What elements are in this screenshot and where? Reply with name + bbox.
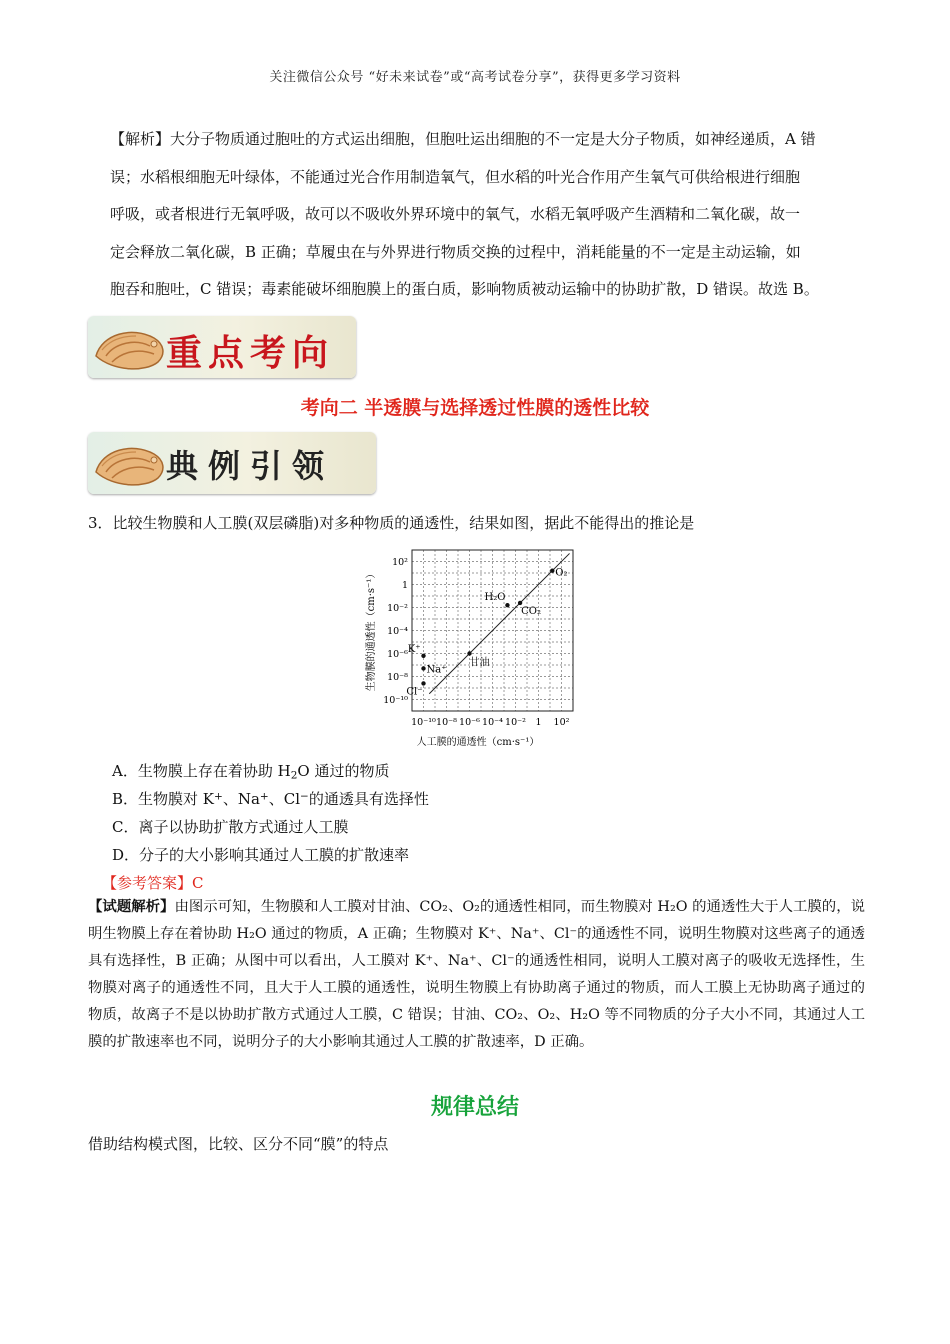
chart-y-label: 生物膜的通透性（cm·s⁻¹） <box>366 568 377 692</box>
banner-examples-title: 典例引领 <box>166 447 335 485</box>
y-tick-label: 10⁻⁶ <box>387 649 408 660</box>
chart-point-label: O₂ <box>555 567 568 579</box>
chart-point <box>421 654 425 658</box>
chart-diagonal-line <box>426 553 569 693</box>
option-c: C．离子以协助扩散方式通过人工膜 <box>112 818 349 836</box>
chart-y-ticks <box>383 557 408 706</box>
x-tick-label: 1 <box>535 717 542 728</box>
x-tick-label: 10⁻⁸ <box>436 717 457 728</box>
chart-point-label: Na⁺ <box>426 664 447 676</box>
explanation-paragraph <box>88 893 865 1056</box>
conch-shell-icon <box>92 436 170 492</box>
analysis-line-4: 定会释放二氧化碳，B 正确；草履虫在与外界进行物质交换的过程中，消耗能量的不一定是主动运输，如 <box>110 242 801 261</box>
explanation-tag: 【试题解析】 <box>88 898 175 915</box>
y-tick-label: 10⁻¹⁰ <box>383 695 408 706</box>
answer-label: 【参考答案】 <box>102 874 193 892</box>
chart-point <box>467 651 471 655</box>
x-tick-label: 10⁻² <box>505 717 526 728</box>
analysis-paragraph <box>110 121 865 309</box>
banner-examples <box>88 432 376 494</box>
chart-point-label: K⁺ <box>407 643 421 655</box>
analysis-line-3: 呼吸，或者根进行无氧呼吸，故可以不吸收外界环境中的氧气，水稻无氧呼吸产生酒精和二氧化碳，故一 <box>110 205 801 223</box>
analysis-tag: 【解析】 <box>110 130 171 148</box>
chart-point-label: H₂O <box>484 592 506 604</box>
y-tick-label: 10⁻⁸ <box>387 672 408 683</box>
y-tick-label: 1 <box>401 580 408 591</box>
chart-points <box>406 568 567 698</box>
answer-value: C <box>192 874 204 892</box>
chart-x-label: 人工膜的通透性（cm·s⁻¹） <box>416 737 540 748</box>
banner-key-topics <box>88 316 356 378</box>
section-title: 考向二 半透膜与选择透过性膜的透性比较 <box>300 397 650 419</box>
analysis-line-2: 误；水稻根细胞无叶绿体，不能通过光合作用制造氧气，但水稻的叶光合作用产生氧气可供给根进行细胞 <box>110 167 801 186</box>
x-tick-label: 10⁻⁴ <box>482 717 503 728</box>
x-tick-label: 10² <box>553 717 570 728</box>
chart-point <box>421 681 425 685</box>
question-text: 比较生物膜和人工膜(双层磷脂)对多种物质的通透性，结果如图，据此不能得出的推论是 <box>112 514 695 532</box>
summary-text: 借助结构模式图，比较、区分不同“膜”的特点 <box>88 1135 389 1153</box>
question-number: 3． <box>88 514 113 532</box>
chart-point-label: 甘油 <box>469 657 490 669</box>
analysis-line-1: 【解析】大分子物质通过胞吐的方式运出细胞，但胞吐运出细胞的不一定是大分子物质，如神经递质，A 错 <box>110 130 816 148</box>
banner-key-topics-title: 重点考向 <box>166 333 335 374</box>
x-tick-label: 10⁻⁶ <box>459 717 480 728</box>
y-tick-label: 10⁻⁴ <box>387 626 408 637</box>
conch-shell-icon <box>92 320 170 376</box>
option-a: A．生物膜上存在着协助 $H_2O$ 通过的物质 <box>112 762 390 782</box>
option-b: B．生物膜对 K+、Na+、Cl−的通透具有选择性 <box>112 790 429 808</box>
chart-point-label: Cl⁻ <box>406 686 423 698</box>
explanation-text: 由图示可知，生物膜和人工膜对甘油、CO₂、O₂的通透性相同，而生物膜对 H₂O 的通透性大于人工膜的，说明生物膜上存在着协助 H₂O 通过的物质，A 正确；生物膜对 K⁺、Na⁺、Cl⁻的通透性不同，说明生物膜对这些离子的通透具有选择性，B 正确；从图中可以看出，人工膜对 K⁺、Na⁺、Cl⁻的通透性相同，说明人工膜对离子的吸收无选择性，生物膜对离子的通透性不同，且大于人工膜的通透性，说明生物膜上有协助离子通过的物质，而人工膜上无协助离子通过的物质，故离子不是以协助扩散方式通过人工膜，C 错误；甘油、CO₂、O₂、H₂O 等不同物质的分子大小不同，其通过人工膜的扩散速率也不同，说明分子的大小影响其通过人工膜的扩散速率，D 正确。 <box>88 899 865 1050</box>
question-3 <box>88 512 694 533</box>
x-tick-label: 10⁻¹⁰ <box>411 717 436 728</box>
chart-point <box>505 603 509 607</box>
chart-x-ticks <box>411 717 570 728</box>
y-tick-label: 10² <box>392 557 408 568</box>
analysis-line-5: 胞吞和胞吐，C 错误；毒素能破坏细胞膜上的蛋白质，影响物质被动运输中的协助扩散，D 错误。故选 B。 <box>110 280 819 298</box>
option-d: D．分子的大小影响其通过人工膜的扩散速率 <box>112 846 410 864</box>
chart-point <box>550 569 554 573</box>
chart-point <box>421 666 425 670</box>
summary-title: 规律总结 <box>430 1095 519 1120</box>
chart-point-label: CO₂ <box>521 605 541 617</box>
y-tick-label: 10⁻² <box>387 603 408 614</box>
chart-point <box>518 601 522 605</box>
header-note: 关注微信公众号 “好未来试卷”或“高考试卷分享”，获得更多学习资料 <box>269 70 681 85</box>
permeability-chart <box>360 544 590 754</box>
reference-answer <box>102 872 204 893</box>
